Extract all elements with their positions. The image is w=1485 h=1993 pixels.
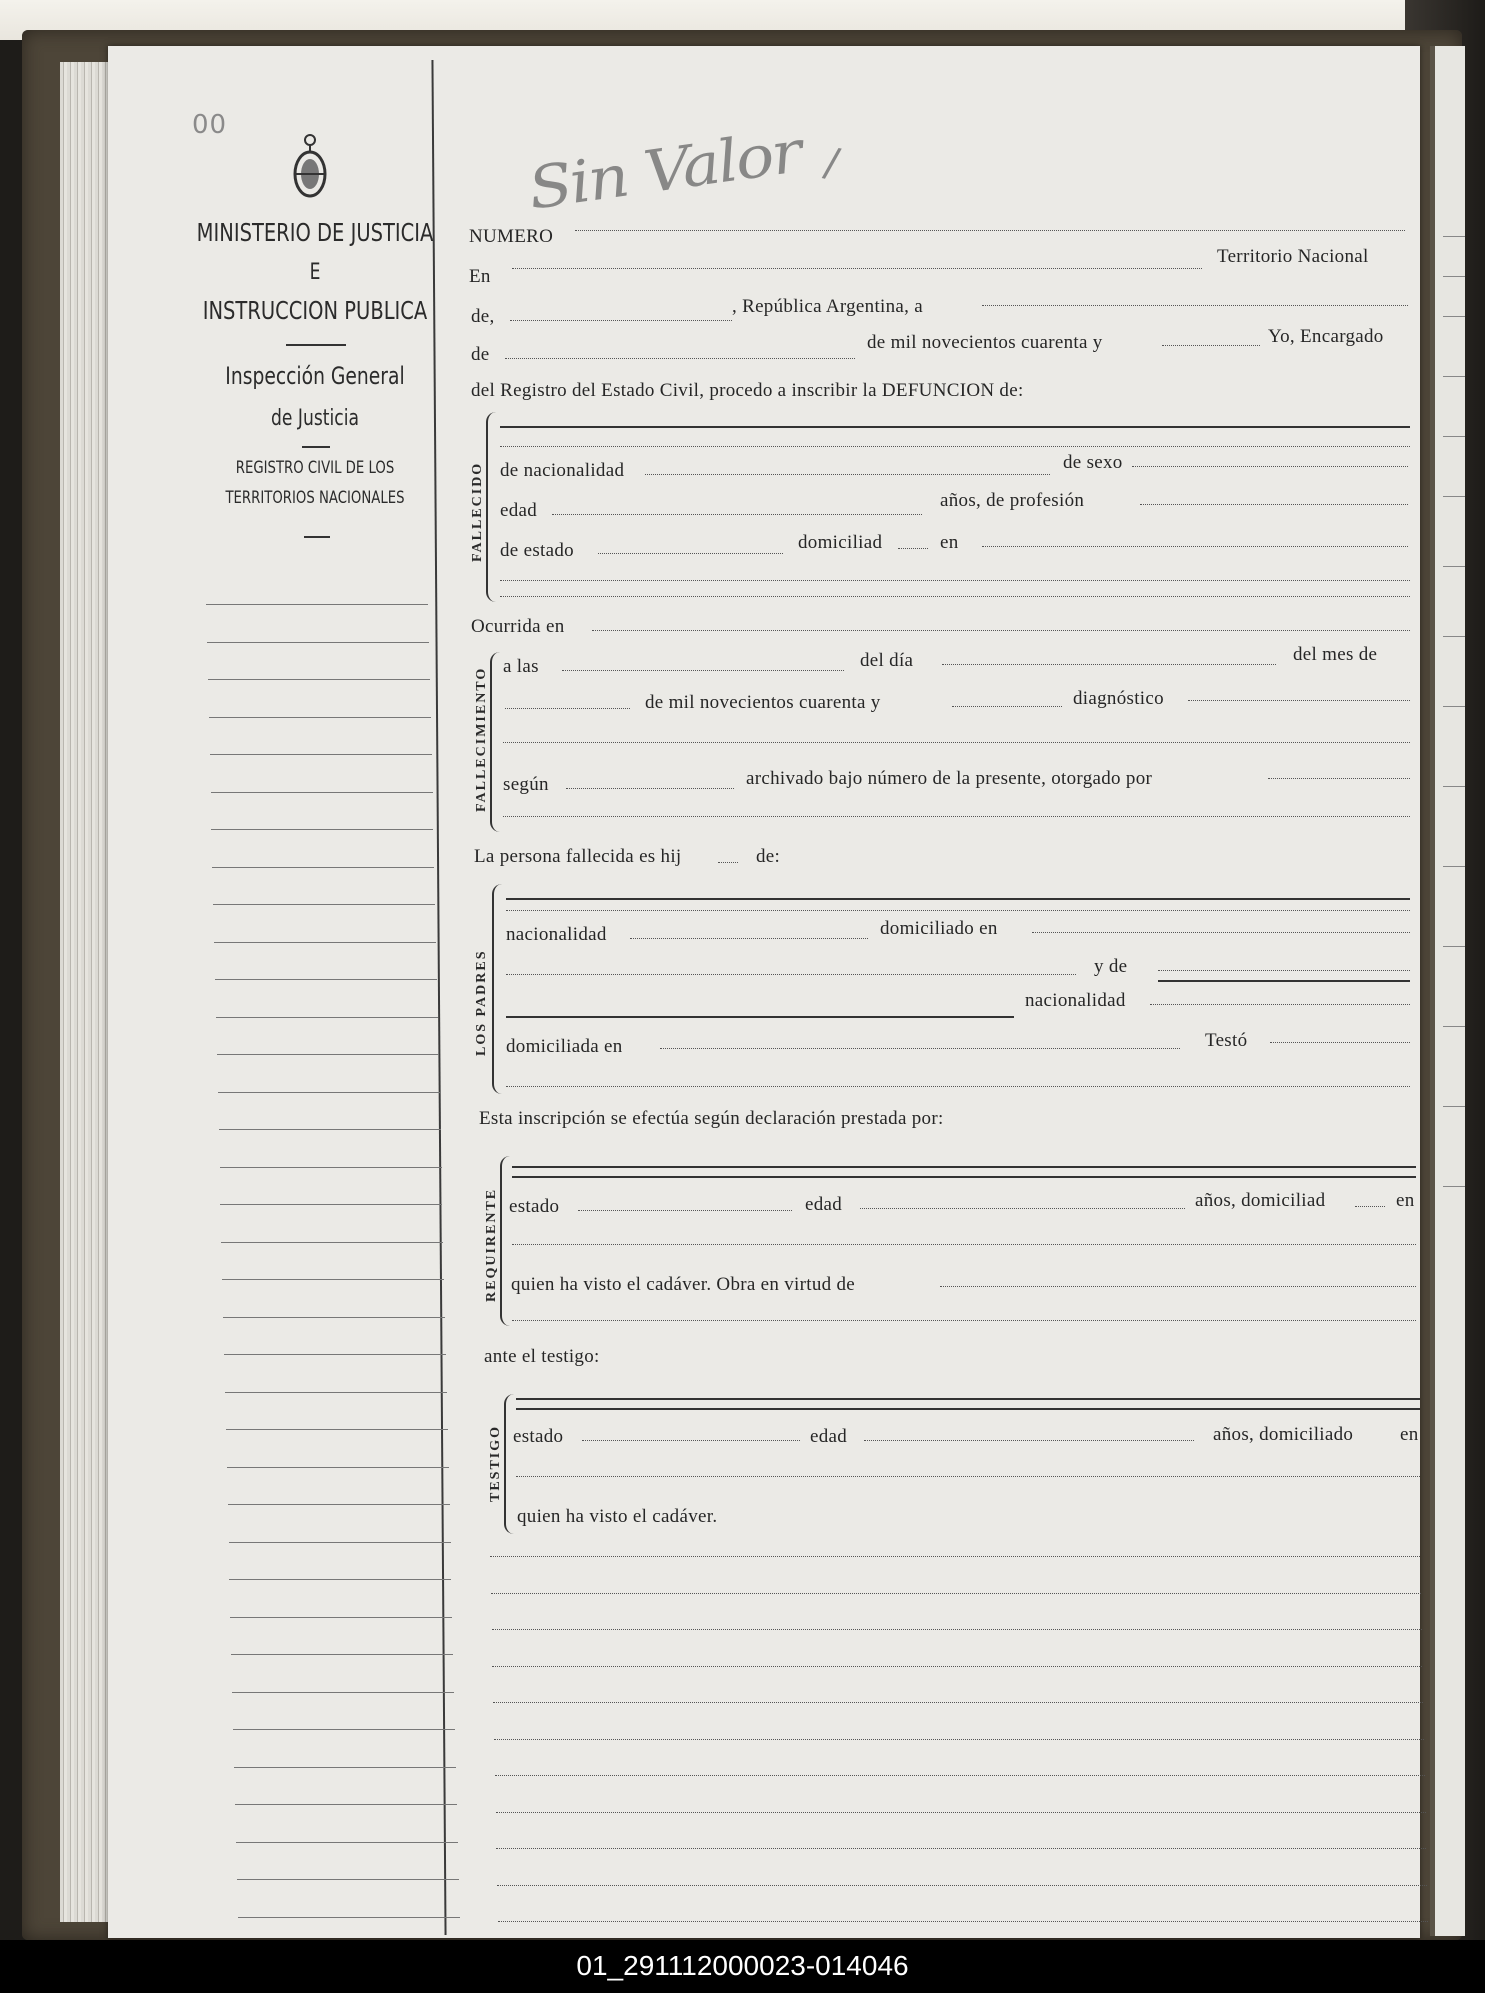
- field-requirente-nombre-line2[interactable]: [512, 1176, 1416, 1178]
- margin-ruled-line: [211, 829, 433, 830]
- margin-ruled-line: [213, 904, 435, 905]
- label-de-nacionalidad: de nacionalidad: [500, 460, 625, 481]
- field-domicilio-testigo[interactable]: [516, 1476, 1420, 1477]
- section-label-testigo: TESTIGO: [488, 1424, 503, 1502]
- field-profesion[interactable]: [1140, 504, 1408, 505]
- margin-ruled-line: [224, 1354, 446, 1355]
- observation-line[interactable]: [498, 1921, 1428, 1922]
- margin-ruled-line: [206, 604, 428, 605]
- label-domiciliado-en: domiciliado en: [880, 918, 998, 939]
- observation-line[interactable]: [491, 1593, 1421, 1594]
- margin-ruled-line: [230, 1617, 452, 1618]
- label-quien-visto2: quien ha visto el cadáver.: [517, 1506, 718, 1527]
- label-anos-domiciliad: años, domiciliad: [1195, 1190, 1326, 1211]
- margin-ruled-line: [220, 1204, 442, 1205]
- label-de-colon: de:: [756, 846, 781, 867]
- margin-ruled-line: [218, 1092, 440, 1093]
- label-persona-hij: La persona fallecida es hij: [474, 846, 682, 867]
- field-de-dia[interactable]: [505, 358, 855, 359]
- label-estado-testigo: estado: [513, 1426, 564, 1447]
- label-estado-requirente: estado: [509, 1196, 560, 1217]
- field-estado[interactable]: [598, 553, 783, 554]
- label-esta-inscripcion: Esta inscripción se efectúa según declaración prestada por:: [479, 1108, 944, 1129]
- ministry-title-line3: INSTRUCCION PUBLICA: [202, 296, 428, 325]
- field-segun[interactable]: [566, 788, 734, 789]
- margin-ruled-line: [237, 1879, 459, 1880]
- observation-line[interactable]: [493, 1702, 1423, 1703]
- header-divider: [304, 536, 330, 538]
- label-edad: edad: [500, 500, 538, 521]
- field-madre-nombre-a[interactable]: [1158, 970, 1410, 971]
- field-nacionalidad-padre[interactable]: [630, 938, 868, 939]
- brace-padres: [492, 884, 506, 1094]
- handwritten-page-number: 00: [192, 110, 228, 140]
- margin-ruled-line: [221, 1242, 443, 1243]
- field-obra-virtud[interactable]: [940, 1286, 1416, 1287]
- image-caption: 01_291112000023-014046: [576, 1950, 909, 1981]
- label-edad-requirente: edad: [805, 1194, 843, 1215]
- observation-line[interactable]: [492, 1629, 1422, 1630]
- field-hij-suffix[interactable]: [718, 862, 738, 863]
- margin-ruled-line: [238, 1917, 460, 1918]
- field-diagnostico[interactable]: [1188, 700, 1410, 701]
- field-edad-requirente[interactable]: [860, 1208, 1185, 1209]
- margin-ruled-line: [220, 1167, 442, 1168]
- next-sheet: [1430, 46, 1465, 1936]
- field-nombre-fallecido[interactable]: [500, 426, 1410, 428]
- label-en-requirente: en: [1396, 1190, 1415, 1211]
- label-diagnostico: diagnóstico: [1073, 688, 1164, 709]
- field-otorgado-line2[interactable]: [503, 816, 1410, 817]
- label-y-de: y de: [1094, 956, 1128, 977]
- field-estado-requirente[interactable]: [578, 1210, 792, 1211]
- observation-line[interactable]: [494, 1739, 1424, 1740]
- margin-ruled-line: [219, 1129, 441, 1130]
- label-de: de,: [471, 306, 495, 327]
- margin-ruled-line: [209, 717, 431, 718]
- brace-fallecido: [486, 412, 500, 602]
- margin-ruled-line: [229, 1579, 451, 1580]
- field-fecha[interactable]: [982, 305, 1408, 306]
- margin-ruled-line: [234, 1767, 456, 1768]
- observation-line[interactable]: [490, 1556, 1420, 1557]
- registry-title-line2: TERRITORIOS NACIONALES: [225, 488, 405, 508]
- observation-line[interactable]: [496, 1848, 1426, 1849]
- margin-ruled-line: [210, 754, 432, 755]
- ministry-title-line2: E: [309, 260, 321, 285]
- section-label-requirente: REQUIRENTE: [484, 1187, 499, 1302]
- field-domicilio-padre-line2[interactable]: [506, 974, 1076, 975]
- label-de-sexo: de sexo: [1063, 452, 1123, 473]
- field-ocurrida-en[interactable]: [592, 630, 1410, 631]
- label-segun: según: [503, 774, 549, 795]
- coat-of-arms-icon: [292, 132, 328, 204]
- observation-line[interactable]: [495, 1775, 1425, 1776]
- margin-ruled-line: [236, 1842, 458, 1843]
- margin-ruled-line: [216, 1017, 438, 1018]
- field-padre-nombre[interactable]: [506, 898, 1410, 900]
- margin-ruled-line: [217, 1054, 439, 1055]
- inspection-title-line2: de Justicia: [270, 406, 359, 431]
- label-nacionalidad-padre: nacionalidad: [506, 924, 607, 945]
- margin-ruled-line: [212, 867, 434, 868]
- ministry-title-line1: MINISTERIO DE JUSTICIA: [196, 218, 434, 247]
- field-domicilio[interactable]: [982, 546, 1408, 547]
- field-madre-nombre[interactable]: [1158, 980, 1410, 982]
- label-quien-visto: quien ha visto el cadáver. Obra en virtud de: [511, 1274, 856, 1295]
- label-republica: , República Argentina, a: [732, 296, 923, 317]
- field-diagnostico-line2[interactable]: [503, 742, 1410, 743]
- label-de-mil2: de mil novecientos cuarenta y: [645, 692, 881, 713]
- stamp-mark: /: [820, 139, 844, 187]
- label-del-dia: del día: [860, 650, 914, 671]
- field-obra-virtud-line2[interactable]: [512, 1320, 1416, 1321]
- field-testigo-nombre-line2[interactable]: [516, 1408, 1420, 1410]
- field-sexo[interactable]: [1132, 466, 1408, 467]
- field-testigo-nombre[interactable]: [516, 1398, 1420, 1400]
- label-anos-domiciliado: años, domiciliado: [1213, 1424, 1354, 1445]
- field-nombre-line2[interactable]: [500, 446, 1410, 447]
- field-estado-testigo[interactable]: [582, 1440, 800, 1441]
- brace-testigo: [504, 1394, 518, 1534]
- label-domiciliada-en: domiciliada en: [506, 1036, 623, 1057]
- section-label-fallecimiento: FALLECIMIENTO: [474, 666, 489, 812]
- label-territorio: Territorio Nacional: [1217, 246, 1369, 267]
- label-del-mes-de: del mes de: [1293, 644, 1378, 665]
- margin-ruled-line: [226, 1429, 448, 1430]
- label-anos-profesion: años, de profesión: [940, 490, 1085, 511]
- label-en: En: [469, 266, 491, 287]
- label-archivado: archivado bajo número de la presente, otorgado por: [746, 768, 1153, 789]
- margin-ruled-line: [211, 792, 433, 793]
- label-yo-encargado: Yo, Encargado: [1268, 326, 1384, 347]
- label-testo: Testó: [1205, 1030, 1248, 1051]
- field-de[interactable]: [510, 320, 732, 321]
- field-en[interactable]: [512, 268, 1202, 269]
- observation-line[interactable]: [496, 1812, 1426, 1813]
- field-domicilio-madre-line2[interactable]: [506, 1086, 1410, 1087]
- void-stamp: Sin Valor: [524, 117, 805, 223]
- margin-ruled-line: [223, 1317, 445, 1318]
- field-otorgado-por[interactable]: [1268, 778, 1410, 779]
- header-divider: [302, 446, 330, 448]
- field-edad[interactable]: [552, 514, 922, 515]
- field-domiciliad-suffix[interactable]: [898, 548, 928, 549]
- label-ante-testigo: ante el testigo:: [484, 1346, 600, 1367]
- observation-line[interactable]: [497, 1885, 1427, 1886]
- field-domicilio-madre[interactable]: [660, 1048, 1180, 1049]
- label-del-registro: del Registro del Estado Civil, procedo a inscribir la DEFUNCION de:: [471, 380, 1024, 401]
- field-testo[interactable]: [1270, 1042, 1410, 1043]
- field-padre-nombre-line2[interactable]: [506, 910, 1410, 911]
- margin-ruled-line: [227, 1467, 449, 1468]
- margin-ruled-line: [214, 942, 436, 943]
- margin-ruled-line: [229, 1542, 451, 1543]
- field-edad-testigo[interactable]: [864, 1440, 1194, 1441]
- field-nacionalidad-madre[interactable]: [1150, 1004, 1410, 1005]
- label-a-las: a las: [503, 656, 539, 677]
- margin-ruled-line: [208, 679, 430, 680]
- margin-ruled-line: [235, 1804, 457, 1805]
- brace-requirente: [500, 1156, 514, 1326]
- field-domiciliad-requirente-suffix[interactable]: [1355, 1206, 1385, 1207]
- field-nacionalidad[interactable]: [645, 474, 1050, 475]
- field-requirente-nombre[interactable]: [512, 1166, 1416, 1168]
- inspection-title-line1: Inspección General: [225, 362, 405, 390]
- field-dia[interactable]: [942, 664, 1276, 665]
- field-domicilio-requirente[interactable]: [512, 1244, 1416, 1245]
- margin-ruled-line: [232, 1692, 454, 1693]
- label-nacionalidad-madre: nacionalidad: [1025, 990, 1126, 1011]
- field-domicilio-line2[interactable]: [500, 580, 1410, 581]
- margin-ruled-line: [233, 1729, 455, 1730]
- margin-ruled-line: [215, 979, 437, 980]
- field-domicilio-padre[interactable]: [1032, 932, 1410, 933]
- field-madre-nombre-line2[interactable]: [506, 1016, 1014, 1018]
- field-domicilio-line3[interactable]: [500, 596, 1410, 597]
- observation-line[interactable]: [492, 1666, 1422, 1667]
- label-edad-testigo: edad: [810, 1426, 848, 1447]
- label-en-testigo: en: [1400, 1424, 1419, 1445]
- margin-ruled-line: [222, 1279, 444, 1280]
- field-anio2[interactable]: [952, 706, 1062, 707]
- margin-ruled-line: [225, 1392, 447, 1393]
- margin-ruled-line: [207, 642, 429, 643]
- label-de-mil: de mil novecientos cuarenta y: [867, 332, 1103, 353]
- registry-title-line1: REGISTRO CIVIL DE LOS: [235, 458, 395, 478]
- header-divider: [286, 344, 346, 346]
- label-domiciliad: domiciliad: [798, 532, 883, 553]
- brace-fallecimiento: [490, 652, 504, 832]
- margin-ruled-line: [228, 1504, 450, 1505]
- field-anio[interactable]: [1162, 345, 1260, 346]
- field-mes[interactable]: [505, 708, 630, 709]
- label-numero: NUMERO: [469, 226, 554, 247]
- margin-ruled-line: [231, 1654, 453, 1655]
- section-label-fallecido: FALLECIDO: [470, 461, 485, 562]
- label-de2: de: [471, 344, 490, 365]
- label-en-domicilio: en: [940, 532, 959, 553]
- field-numero[interactable]: [575, 230, 1405, 231]
- label-ocurrida-en: Ocurrida en: [471, 616, 565, 637]
- field-hora[interactable]: [562, 670, 844, 671]
- section-label-padres: LOS PADRES: [474, 949, 489, 1056]
- label-de-estado: de estado: [500, 540, 574, 561]
